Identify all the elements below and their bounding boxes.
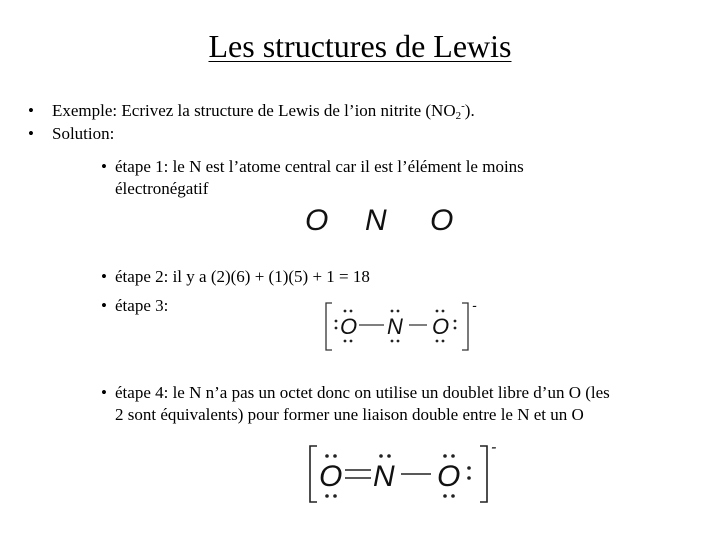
superscript-minus: - [461, 100, 465, 112]
example-text: Exemple: Ecrivez la structure de Lewis de l’ion nitrite (NO [52, 101, 456, 120]
atom-o-right: O [430, 204, 454, 237]
atom-o-left: O [340, 314, 358, 339]
step-4 [101, 382, 610, 426]
charge-minus: - [491, 439, 497, 456]
bullet-marker: • [101, 296, 107, 315]
step-2-text: étape 2: il y a (2)(6) + (1)(5) + 1 = 18 [115, 267, 370, 286]
bullet-marker: • [101, 157, 107, 176]
step-4-line1: étape 4: le N n’a pas un octet donc on utilise un doublet libre d’un O (les [115, 383, 610, 402]
bracket-left [310, 446, 317, 502]
atom-n: N [365, 204, 387, 237]
bracket-left [326, 303, 332, 350]
bracket-right [480, 446, 487, 502]
bullet-marker: • [101, 267, 107, 286]
subscript-2: 2 [455, 110, 462, 122]
step-1 [101, 156, 524, 200]
bullet-marker: • [101, 383, 107, 402]
atom-o-left: O [305, 204, 329, 237]
solution-text: Solution: [52, 124, 115, 143]
step-3-text: étape 3: [115, 296, 169, 315]
page-title: Les structures de Lewis [208, 28, 512, 64]
step-2 [101, 266, 370, 288]
atom-n: N [387, 314, 403, 339]
bullet-marker: • [28, 124, 34, 143]
bracket-right [462, 303, 468, 350]
example-suffix: ). [464, 101, 475, 120]
atom-o-right: O [432, 314, 450, 339]
step4-lewis-drawing [305, 440, 505, 506]
step-1-line2: électronégatif [115, 179, 209, 198]
step-3 [101, 295, 168, 317]
bullet-solution [28, 123, 114, 145]
bullet-marker: • [28, 101, 34, 120]
step1-atoms-drawing [300, 200, 470, 240]
atom-o-left: O [319, 460, 343, 493]
charge-minus: - [472, 297, 477, 313]
step-4-line2: 2 sont équivalents) pour former une liaison double entre le N et un O [115, 405, 584, 424]
step-1-line1: étape 1: le N est l’atome central car il est l’élément le moins [115, 157, 524, 176]
step3-lewis-drawing [322, 298, 482, 354]
atom-n: N [373, 460, 395, 493]
atom-o-right: O [437, 460, 461, 493]
